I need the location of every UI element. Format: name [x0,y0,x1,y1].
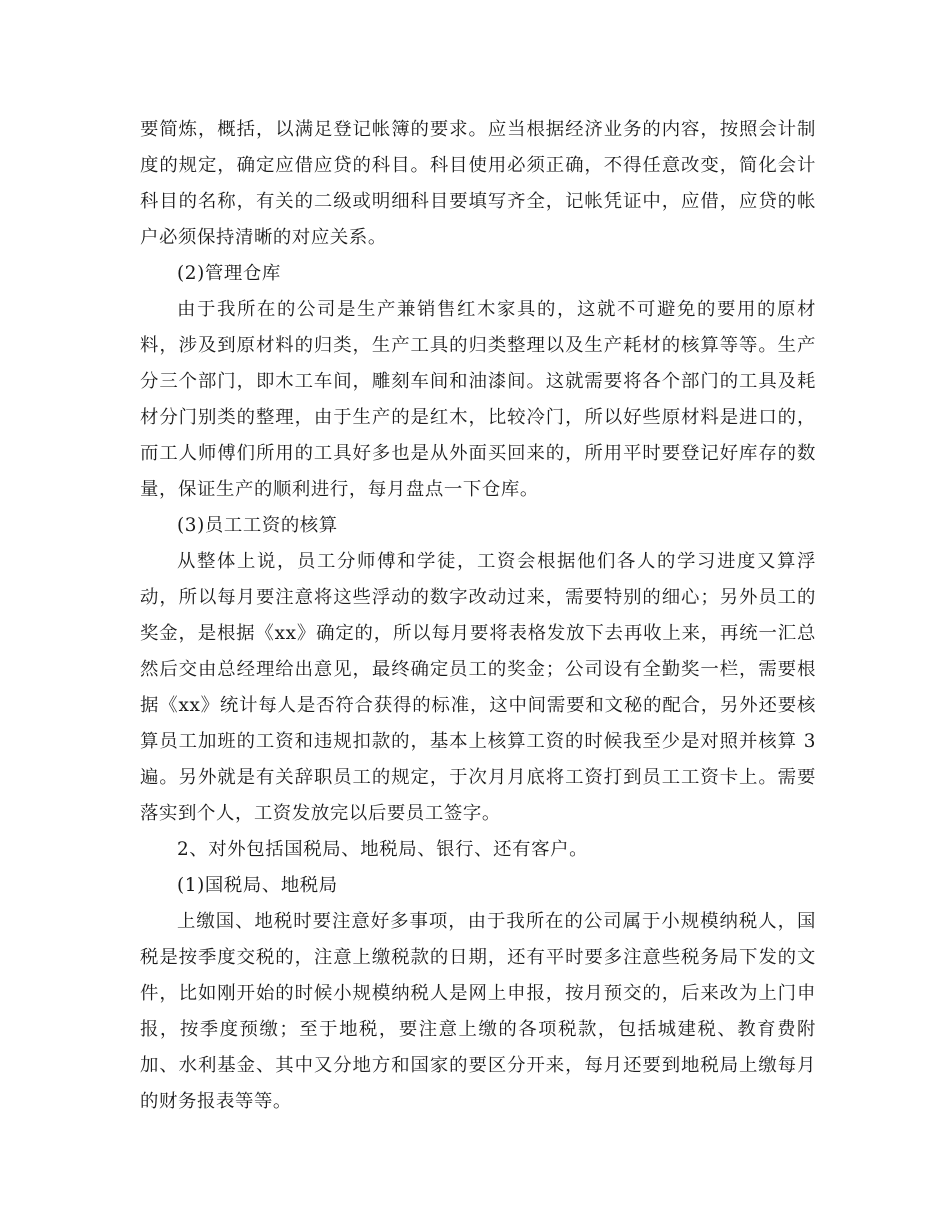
paragraph: 要简炼，概括，以满足登记帐簿的要求。应当根据经济业务的内容，按照会计制度的规定，确定应借应贷的科目。科目使用必须正确，不得任意改变，简化会计科目的名称，有关的二级或明细科目要填写齐全，记帐凭证中，应借，应贷的帐户必须保持清晰的对应关系。 [140,119,816,248]
section-heading-warehouse: (2)管理仓库 [177,263,281,284]
section-heading-payroll: (3)员工工资的核算 [177,515,338,536]
section-heading-tax-bureau: (1)国税局、地税局 [177,875,338,896]
paragraph: 由于我所在的公司是生产兼销售红木家具的，这就不可避免的要用的原材料，涉及到原材料的归类，生产工具的归类整理以及生产耗材的核算等等。生产分三个部门，即木工车间，雕刻车间和油漆间。这就需要将各个部门的工具及耗材分门别类的整理，由于生产的是红木，比较冷门，所以好些原材料是进口的，而工人师傅们所用的工具好多也是从外面买回来的，所用平时要登记好库存的数量，保证生产的顺利进行，每月盘点一下仓库。 [140,299,816,500]
document-body [140,112,816,1120]
section-heading-external: 2、对外包括国税局、地税局、银行、还有客户。 [177,839,589,860]
paragraph: 上缴国、地税时要注意好多事项，由于我所在的公司属于小规模纳税人，国税是按季度交税的，注意上缴税款的日期，还有平时要多注意些税务局下发的文件，比如刚开始的时候小规模纳税人是网上申报，按月预交的，后来改为上门申报，按季度预缴；至于地税，要注意上缴的各项税款，包括城建税、教育费附加、水利基金、其中又分地方和国家的要区分开来，每月还要到地税局上缴每月的财务报表等等。 [140,911,816,1112]
paragraph: 从整体上说，员工分师傅和学徒，工资会根据他们各人的学习进度又算浮动，所以每月要注意将这些浮动的数字改动过来，需要特别的细心；另外员工的奖金，是根据《xx》确定的，所以每月要将表格发放下去再收上来，再统一汇总然后交由总经理给出意见，最终确定员工的奖金；公司设有全勤奖一栏，需要根据《xx》统计每人是否符合获得的标准，这中间需要和文秘的配合，另外还要核算员工加班的工资和违规扣款的，基本上核算工资的时候我至少是对照并核算 3 遍。另外就是有关辞职员工的规定，于次月月底将工资打到员工工资卡上。需要落实到个人，工资发放完以后要员工签字。 [140,551,816,824]
